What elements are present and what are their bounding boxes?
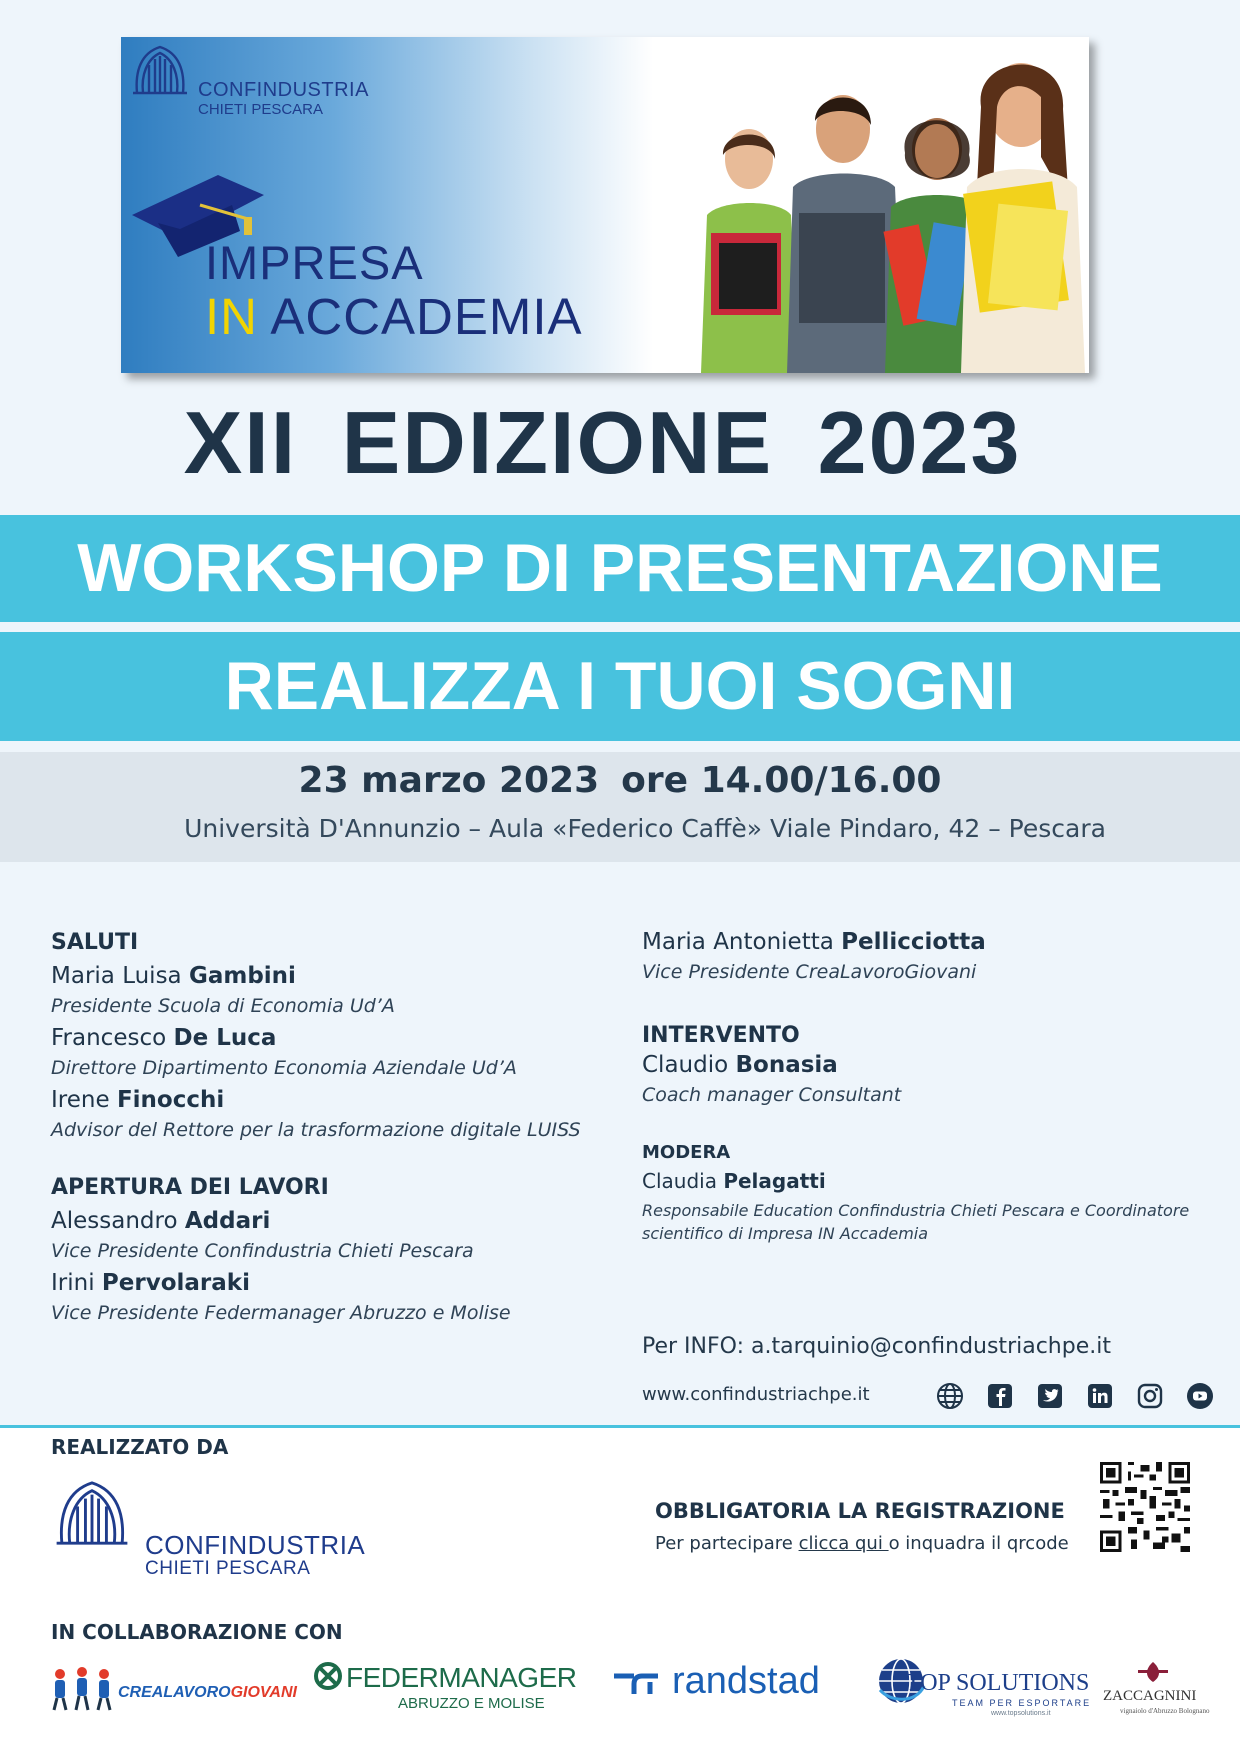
zaccagnini-emblem-icon bbox=[1098, 1658, 1208, 1686]
brand-accademia-word: ACCADEMIA bbox=[270, 288, 583, 345]
speaker-name: Irene Finocchi bbox=[51, 1087, 225, 1113]
social-links bbox=[936, 1382, 1216, 1414]
randstad-text: randstad bbox=[672, 1660, 820, 1702]
apertura-heading: APERTURA DEI LAVORI bbox=[51, 1175, 329, 1200]
top-solutions-url: www.topsolutions.it bbox=[991, 1710, 1051, 1717]
event-time: ore 14.00/16.00 bbox=[621, 760, 942, 801]
brand-title-in-accademia bbox=[205, 287, 583, 346]
register-link[interactable]: clicca qui bbox=[798, 1533, 889, 1554]
facebook-icon[interactable] bbox=[986, 1382, 1014, 1410]
brand-title-impresa: IMPRESA bbox=[205, 236, 424, 289]
speaker-role: Advisor del Rettore per la trasformazione digitale LUISS bbox=[51, 1119, 581, 1141]
edition-title: XII EDIZIONE 2023 bbox=[183, 393, 1022, 492]
realizzato-org-name: CONFINDUSTRIA bbox=[145, 1530, 366, 1560]
partner-top-solutions[interactable] bbox=[876, 1656, 1092, 1717]
partner-federmanager[interactable] bbox=[312, 1660, 577, 1712]
date-panel bbox=[0, 752, 1240, 862]
youtube-icon[interactable] bbox=[1186, 1382, 1214, 1410]
confindustria-logo-icon bbox=[51, 1475, 133, 1551]
collaboration-label: IN COLLABORAZIONE CON bbox=[51, 1620, 343, 1644]
registration-title: OBBLIGATORIA LA REGISTRAZIONE bbox=[655, 1499, 1065, 1523]
partner-randstad[interactable] bbox=[612, 1660, 820, 1702]
event-date: 23 marzo 2023 bbox=[298, 760, 600, 801]
banner-org-name: CONFINDUSTRIA bbox=[198, 79, 369, 101]
partner-zaccagnini[interactable] bbox=[1098, 1658, 1210, 1715]
saluti-heading: SALUTI bbox=[51, 930, 139, 955]
speaker-name: Maria Luisa Gambini bbox=[51, 963, 296, 989]
speaker-role: Vice Presidente CreaLavoroGiovani bbox=[642, 961, 977, 983]
randstad-mark-icon bbox=[612, 1660, 662, 1696]
banner-org-subtitle: CHIETI PESCARA bbox=[198, 101, 324, 118]
globe-icon[interactable] bbox=[936, 1382, 964, 1410]
top-solutions-tagline: TEAM PER ESPORTARE bbox=[952, 1698, 1092, 1708]
speakers-right-column bbox=[642, 925, 1212, 1245]
website-link[interactable]: www.confindustriachpe.it bbox=[642, 1384, 870, 1405]
top-solutions-text: TOP SOLUTIONS bbox=[906, 1670, 1090, 1696]
federmanager-mark-icon bbox=[312, 1660, 344, 1692]
crealavoro-figures-icon bbox=[50, 1664, 120, 1714]
speaker-name: Claudio Bonasia bbox=[642, 1052, 838, 1078]
zaccagnini-text: ZACCAGNINI bbox=[1103, 1688, 1197, 1704]
workshop-title-band: WORKSHOP DI PRESENTAZIONE bbox=[0, 515, 1240, 622]
speaker-role: Coach manager Consultant bbox=[642, 1084, 902, 1106]
realizzato-label: REALIZZATO DA bbox=[51, 1435, 229, 1459]
twitter-icon[interactable] bbox=[1036, 1382, 1064, 1410]
intervento-heading: INTERVENTO bbox=[642, 1023, 800, 1048]
speaker-name: Alessandro Addari bbox=[51, 1208, 271, 1234]
registration-text: Per partecipare clicca qui o inquadra il qrcode bbox=[655, 1533, 1069, 1554]
info-email[interactable]: Per INFO: a.tarquinio@confindustriachpe.it bbox=[642, 1334, 1111, 1359]
event-venue: Università D'Annunzio – Aula «Federico Caffè» Viale Pindaro, 42 – Pescara bbox=[184, 814, 1106, 843]
instagram-icon[interactable] bbox=[1136, 1382, 1164, 1410]
speaker-role: Presidente Scuola di Economia Ud’A bbox=[51, 995, 395, 1017]
zaccagnini-subtext: vignaiolo d'Abruzzo Bolognano bbox=[1120, 1707, 1210, 1715]
federmanager-region: ABRUZZO E MOLISE bbox=[398, 1695, 545, 1712]
speaker-name: Francesco De Luca bbox=[51, 1025, 277, 1051]
crealavoro-text: CREALAVOROGIOVANI bbox=[118, 1684, 297, 1701]
moderator-role: Responsabile Education Confindustria Chieti Pescara e Coordinatore scientifico di Impresa IN Accademia bbox=[642, 1201, 1190, 1243]
qr-code[interactable] bbox=[1100, 1462, 1190, 1552]
header-banner bbox=[121, 37, 1089, 373]
speaker-name: Irini Pervolaraki bbox=[51, 1270, 250, 1296]
date-time-line bbox=[0, 760, 1240, 801]
speakers-left-column bbox=[51, 930, 631, 1324]
partner-crealavorogiovani[interactable] bbox=[50, 1664, 297, 1718]
speaker-name: Maria Antonietta Pellicciotta bbox=[642, 929, 986, 955]
speaker-role: Direttore Dipartimento Economia Aziendale Ud’A bbox=[51, 1057, 517, 1079]
linkedin-icon[interactable] bbox=[1086, 1382, 1114, 1410]
speaker-role: Vice Presidente Federmanager Abruzzo e Molise bbox=[51, 1302, 511, 1324]
speaker-role: Vice Presidente Confindustria Chieti Pescara bbox=[51, 1240, 474, 1262]
partner-logos bbox=[0, 1650, 1240, 1730]
brand-in-word: IN bbox=[205, 288, 258, 345]
moderator-name: Claudia Pelagatti bbox=[642, 1169, 826, 1193]
federmanager-text: FEDERMANAGER bbox=[346, 1662, 577, 1693]
confindustria-logo-icon bbox=[129, 41, 191, 99]
modera-heading: MODERA bbox=[642, 1142, 731, 1163]
students-photo bbox=[601, 37, 1089, 373]
realizzato-org-subtitle: CHIETI PESCARA bbox=[145, 1558, 311, 1579]
subtitle-band: REALIZZA I TUOI SOGNI bbox=[0, 632, 1240, 741]
